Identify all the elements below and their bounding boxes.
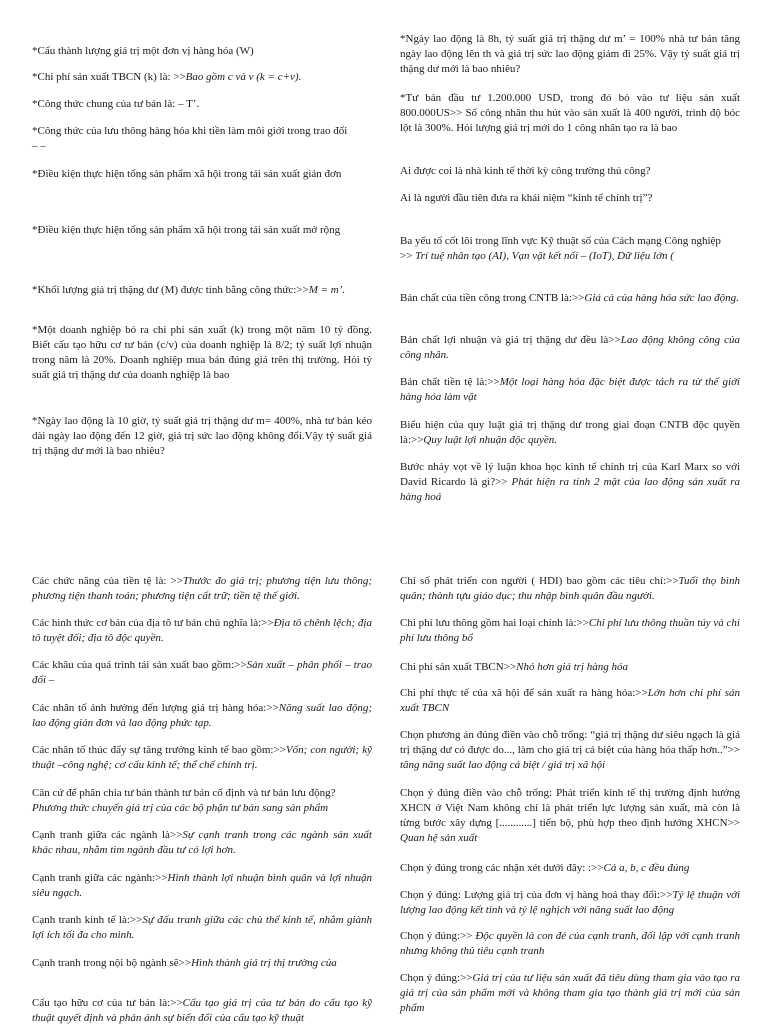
- note: [400, 234, 740, 264]
- note: [400, 728, 740, 773]
- note-answer: M = m’.: [308, 284, 346, 296]
- note: [400, 686, 740, 716]
- note-text: Biểu hiện của quy luật giá trị thặng dư trong giai đoạn CNTB độc quyền là:>>: [400, 419, 740, 446]
- note-answer: Hình thành giá trị thị trường của: [191, 957, 337, 969]
- note-answer: Quan hệ sản xuất: [400, 832, 478, 844]
- note: [32, 871, 372, 901]
- note: [32, 786, 372, 816]
- note-text: Cạnh tranh kinh tế là:>>: [32, 914, 143, 926]
- note: [400, 971, 740, 1016]
- note-answer: Cả a, b, c đều đúng: [603, 862, 690, 874]
- note-answer: Cấu tạo giá trị của tư bản do cấu tạo kỹ thuật quyết định và phản ánh sự biến đổi của cấu tạo kỹ thuật: [32, 997, 373, 1024]
- note-text: Chi phí lưu thông gồm hai loại chính là:>>: [400, 617, 589, 629]
- note: [32, 223, 372, 238]
- note-answer: Thước đo giá trị; phương tiện lưu thông; phương tiện thanh toán; phương tiện cất trữ; tiền tệ thế giới.: [32, 575, 372, 602]
- note-answer: Lao động không công của công nhân.: [400, 334, 741, 361]
- note-answer: Bao gồm c và v (k = c+v).: [185, 71, 302, 83]
- note: [32, 44, 372, 59]
- note-answer: Tuổi thọ bình quân; thành tựu giáo dục; thu nhập bình quân đầu người.: [400, 575, 740, 602]
- note: [400, 375, 740, 405]
- note: [32, 167, 372, 182]
- note-answer: Giá trị của tư liệu sản xuất đã tiêu dùng tham gia vào tạo ra giá trị của sản phẩm mới và không tham gia tạo thành giá trị mới của sản phẩm: [400, 972, 740, 1014]
- note-text: *Một doanh nghiệp bỏ ra chi phí sản xuất (k) trong một năm 10 tỷ đồng. Biết cấu tạo hữu cơ tư bản (c/v) của doanh nghiệp là 8/2; tỷ suất lợi nhuận trong năm là 20%. Doanh nghiệp mua bán đúng giá trên thị trường. Hỏi tỷ suất giá trị thặng dư của doanh nghiệp là bao: [32, 324, 372, 381]
- note-text: *Ngày lao động là 8h, tỷ suất giá trị thặng dư m’ = 100% nhà tư bản tăng ngày lao động lên th và giá trị sức lao động giảm đi 25%. Vậy tỷ suất giá trị thặng dư mới là bao nhiêu?: [400, 33, 740, 75]
- note-text: *Khối lượng giá trị thặng dư (M) được tính bằng công thức:>>: [32, 284, 309, 296]
- note-text: Chọn ý đúng trong các nhận xét dưới đây: :>>: [400, 862, 604, 874]
- note-text: Các chức năng của tiền tệ là: >>: [32, 575, 183, 587]
- note-text: *Cấu thành lượng giá trị một đơn vị hàng hóa (W): [32, 45, 254, 57]
- note-text: *Điều kiện thực hiện tổng sản phẩm xã hội trong tái sản xuất giản đơn: [32, 168, 342, 180]
- note-text: Các nhân tố ảnh hưởng đến lượng giá trị hàng hóa:>>: [32, 702, 279, 714]
- note-answer: Sản xuất – phân phối – trao đổi –: [32, 659, 372, 686]
- note-text: Chi phí thực tế của xã hội để sản xuất ra hàng hóa:>>: [400, 687, 648, 699]
- note-text: Bản chất tiền tệ là:>>: [400, 376, 500, 388]
- note: [32, 996, 372, 1026]
- note: [32, 124, 372, 154]
- note-text: Chọn ý đúng:>>: [400, 972, 473, 984]
- note: [32, 956, 372, 971]
- note-answer: Hình thành lợi nhuận bình quân và lợi nhuận siêu ngạch.: [32, 872, 373, 899]
- note-text: Bước nhảy vọt về lý luận khoa học kinh tế chính trị của Karl Marx so với David Ricardo là gì?>>: [400, 461, 740, 488]
- note: [32, 658, 372, 688]
- note-text: *Công thức chung của tư bản là: – T’.: [32, 98, 200, 110]
- note-text: Bản chất lợi nhuận và giá trị thặng dư đều là>>: [400, 334, 621, 346]
- note: [32, 913, 372, 943]
- note: [400, 574, 740, 604]
- note-answer: Trí tuệ nhân tạo (AI), Vạn vật kết nối – (IoT), Dữ liệu lớn (: [415, 250, 674, 262]
- note-answer: Năng suất lao động; lao động giản đơn và lao động phức tạp.: [32, 702, 372, 729]
- note: [32, 616, 372, 646]
- note: [400, 91, 740, 136]
- note-answer: Phương thức chuyển giá trị của các bộ phận tư bản sang sản phẩm: [32, 802, 329, 814]
- note: [400, 929, 740, 959]
- note-answer: Tỷ lệ thuận với lượng lao động kết tinh và tỷ lệ nghịch với năng suất lao động: [400, 889, 741, 916]
- note-text: Cạnh tranh giữa các ngành:>>: [32, 872, 168, 884]
- note: [32, 323, 372, 383]
- note-text: Chọn ý đúng điền vào chỗ trống: Phát triển kinh tế thị trường định hướng XHCN ở Việt Nam không chỉ là phát triển lực lượng sản xuất, mà còn là từng bước xây dựng [............] tiến bộ, phù hợp theo định hướng XHCN>>: [400, 787, 740, 829]
- note-answer: Độc quyền là con đẻ của cạnh tranh, đối lập với cạnh tranh nhưng không thủ tiêu cạnh tranh: [400, 930, 740, 957]
- note-answer: Quy luật lợi nhuận độc quyền.: [423, 434, 557, 446]
- note-text: Căn cứ để phân chia tư bản thành tư bản cố định và tư bản lưu động?: [32, 787, 336, 799]
- note: [32, 828, 372, 858]
- note-text: *Điều kiện thực hiện tổng sản phẩm xã hội trong tái sản xuất mở rộng: [32, 224, 341, 236]
- note: [400, 191, 740, 206]
- note-answer: Lớn hơn chi phí sản xuất TBCN: [400, 687, 741, 714]
- note: [32, 283, 372, 298]
- note-text: *Ngày lao động là 10 giờ, tỷ suất giá trị thặng dư m= 400%, nhà tư bản kéo dài ngày lao động đến 12 giờ, giá trị sức lao động không đổi.Vậy tỷ suất giá trị thặng dư mới là bao nhiêu?: [32, 415, 372, 457]
- note: [32, 414, 372, 459]
- note-answer: Một loại hàng hóa đặc biệt được tách ra từ thế giới hàng hóa làm vật: [400, 376, 740, 403]
- note-text: *Tư bản đầu tư 1.200.000 USD, trong đó bỏ vào tư liệu sản xuất 800.000US>> Số công nhân thu hút vào sản xuất là 400 người, trình độ bóc lột là 300%. Hỏi lượng giá trị mới do 1 công nhân tạo ra là bao: [400, 92, 740, 134]
- note: [400, 333, 740, 363]
- note: [400, 786, 740, 846]
- note: [32, 574, 372, 604]
- note: [400, 861, 740, 876]
- note-text: *Công thức của lưu thông hàng hóa khi tiền làm môi giới trong trao đổi – –: [32, 125, 348, 152]
- note-text: Chọn phương án đúng điền vào chỗ trống: “giá trị thặng dư siêu ngạch là giá trị thặng dư có được do..., làm cho giá trị cá biệt của hàng hóa thấp hơn..”>>: [400, 729, 740, 756]
- note: [400, 616, 740, 646]
- note-answer: Phát hiện ra tính 2 mặt của lao động sản xuất ra hàng hoá: [400, 476, 740, 503]
- note-text: Bản chất của tiền công trong CNTB là:>>: [400, 292, 585, 304]
- note-text: Chỉ số phát triển con người ( HDI) bao gồm các tiêu chí:>>: [400, 575, 679, 587]
- note-text: Ba yếu tố cốt lõi trong lĩnh vực Kỹ thuật số của Cách mạng Công nghiệp >>: [400, 235, 721, 262]
- note-text: Cấu tạo hữu cơ của tư bản là:>>: [32, 997, 183, 1009]
- note-text: Các hình thức cơ bản của địa tô tư bản chủ nghĩa là:>>: [32, 617, 274, 629]
- note-answer: Giá cả của hàng hóa sức lao động.: [584, 292, 739, 304]
- note-text: Ai được coi là nhà kinh tế thời kỳ công trường thủ công?: [400, 165, 651, 177]
- note-text: *Chi phí sản xuất TBCN (k) là: >>: [32, 71, 186, 83]
- note: [32, 701, 372, 731]
- note-text: Các khâu của quá trình tái sản xuất bao gồm:>>: [32, 659, 247, 671]
- note-text: Ai là người đầu tiên đưa ra khái niệm “kinh tế chính trị”?: [400, 192, 653, 204]
- note-answer: tăng năng suất lao động cá biệt / giá trị xã hội: [400, 759, 606, 771]
- note: [32, 70, 372, 85]
- note-text: Chi phí sản xuất TBCN>>: [400, 661, 517, 673]
- note: [400, 32, 740, 77]
- note-answer: Sự đấu tranh giữa các chủ thể kinh tế, nhằm giành lợi ích tối đa cho mình.: [32, 914, 372, 941]
- note-text: Cạnh tranh giữa các ngành là>>: [32, 829, 183, 841]
- note-answer: Chi phí lưu thông thuần túy và chi phí lưu thông bổ: [400, 617, 740, 644]
- note: [32, 743, 372, 773]
- note-text: Chọn ý đúng: Lượng giá trị của đơn vị hàng hoá thay đổi:>>: [400, 889, 673, 901]
- note-answer: Vốn; con người; kỹ thuật –công nghệ; cơ cấu kinh tế; thể chế chính trị.: [32, 744, 373, 771]
- note: [400, 291, 740, 306]
- note: [400, 660, 740, 675]
- note-text: Chọn ý đúng:>>: [400, 930, 476, 942]
- note: [400, 460, 740, 505]
- note-text: Các nhân tố thúc đẩy sự tăng trưởng kinh tế bao gồm:>>: [32, 744, 286, 756]
- note-answer: Sự cạnh tranh trong các ngành sản xuất khác nhau, nhằm tìm ngành đầu tư có lợi hơn.: [32, 829, 372, 856]
- note: [400, 418, 740, 448]
- note: [400, 164, 740, 179]
- note-text: Cạnh tranh trong nội bộ ngành sẽ>>: [32, 957, 192, 969]
- note-answer: Nhỏ hơn giá trị hàng hóa: [516, 661, 629, 673]
- note: [32, 97, 372, 112]
- note: [400, 888, 740, 918]
- note-answer: Địa tô chênh lệch; địa tô tuyệt đối; địa tô độc quyền.: [32, 617, 372, 644]
